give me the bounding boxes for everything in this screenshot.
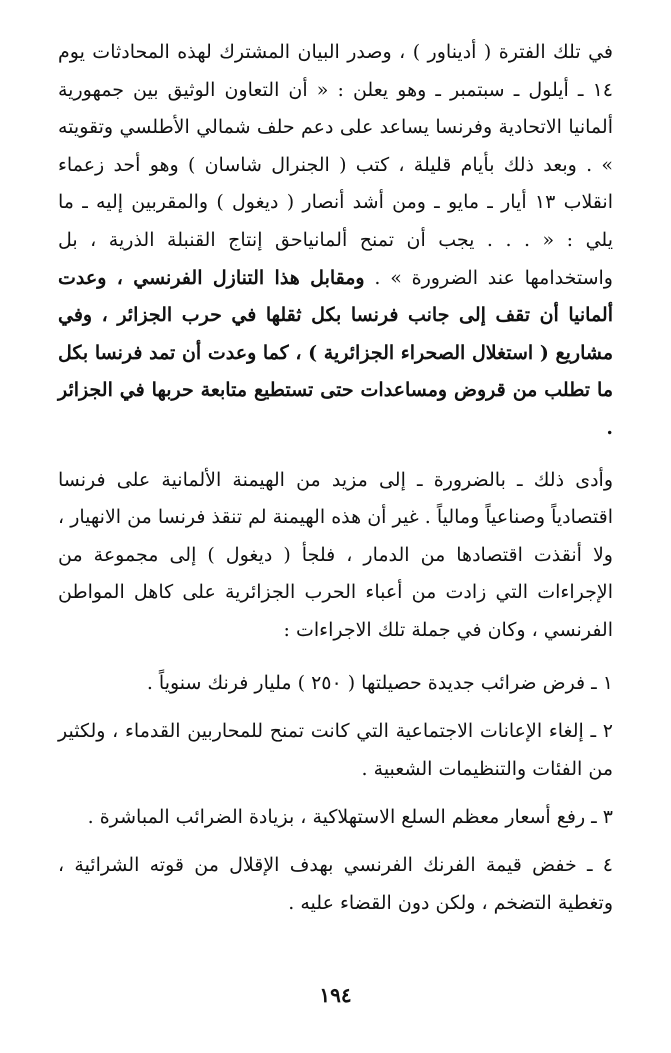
paragraph-1: [58, 34, 613, 448]
list-item: ٢ ـ إلغاء الإعانات الاجتماعية التي كانت تمنح للمحاربين القدماء ، ولكثير من الفئات والتنظيمات الشعبية .: [58, 719, 614, 780]
paragraph-1-normal-text: في تلك الفترة ( أديناور ) ، وصدر البيان المشترك لهذه المحادثات يوم ١٤ ـ أيلول ـ سبتمبر ـ وهو يعلن : « أن التعاون الوثيق بين جمهورية ألمانيا الاتحادية وفرنسا يساعد على دعم حلف شمالي الأطلسي وتقويته » . وبعد ذلك بأيام قليلة ، كتب ( الجنرال شاسان ) وهو أحد زعماء انقلاب ١٣ أيار ـ مايو ـ ومن أشد أنصار ( ديغول ) والمقربين إليه ـ ما يلي : « . . . يجب أن تمنح ألمانياحق إنتاج القنبلة الذرية ، بل واستخدامها عند الضرورة » .: [58, 41, 613, 289]
paragraph-2: وأدى ذلك ـ بالضرورة ـ إلى مزيد من الهيمنة الألمانية على فرنسا اقتصادياً وصناعياً ومالياً . غير أن هذه الهيمنة لم تنقذ فرنسا من الانهيار ، ولا أنقذت اقتصادها من الدمار ، فلجأ ( ديغول ) إلى مجموعة من الإجراءات التي زادت من أعباء الحرب الجزائرية على كاهل المواطن الفرنسي ، وكان في جملة تلك الاجراءات :: [58, 468, 613, 641]
list-item: ٤ ـ خفض قيمة الفرنك الفرنسي بهدف الإقلال من قوته الشرائية ، وتغطية التضخم ، ولكن دون القضاء عليه .: [58, 853, 613, 914]
page-number: ١٩٤: [319, 983, 352, 1007]
list-item: ١ ـ فرض ضرائب جديدة حصيلتها ( ٢٥٠ ) مليار فرنك سنوياً .: [146, 671, 613, 694]
book-page-text: [58, 34, 613, 932]
paragraph-1-bold-text: ومقابل هذا التنازل الفرنسي ، وعدت ألمانيا أن تقف إلى جانب فرنسا بكل ثقلها في حرب الجزائر ، وفي مشاريع ( استغلال الصحراء الجزائرية ) ، كما وعدت أن تمد فرنسا بكل ما تطلب من قروض ومساعدات حتى تستطيع متابعة حربها في الجزائر .: [58, 266, 613, 439]
list-item: ٣ ـ رفع أسعار معظم السلع الاستهلاكية ، بزيادة الضرائب المباشرة .: [87, 805, 613, 828]
measures-list: [58, 664, 613, 922]
